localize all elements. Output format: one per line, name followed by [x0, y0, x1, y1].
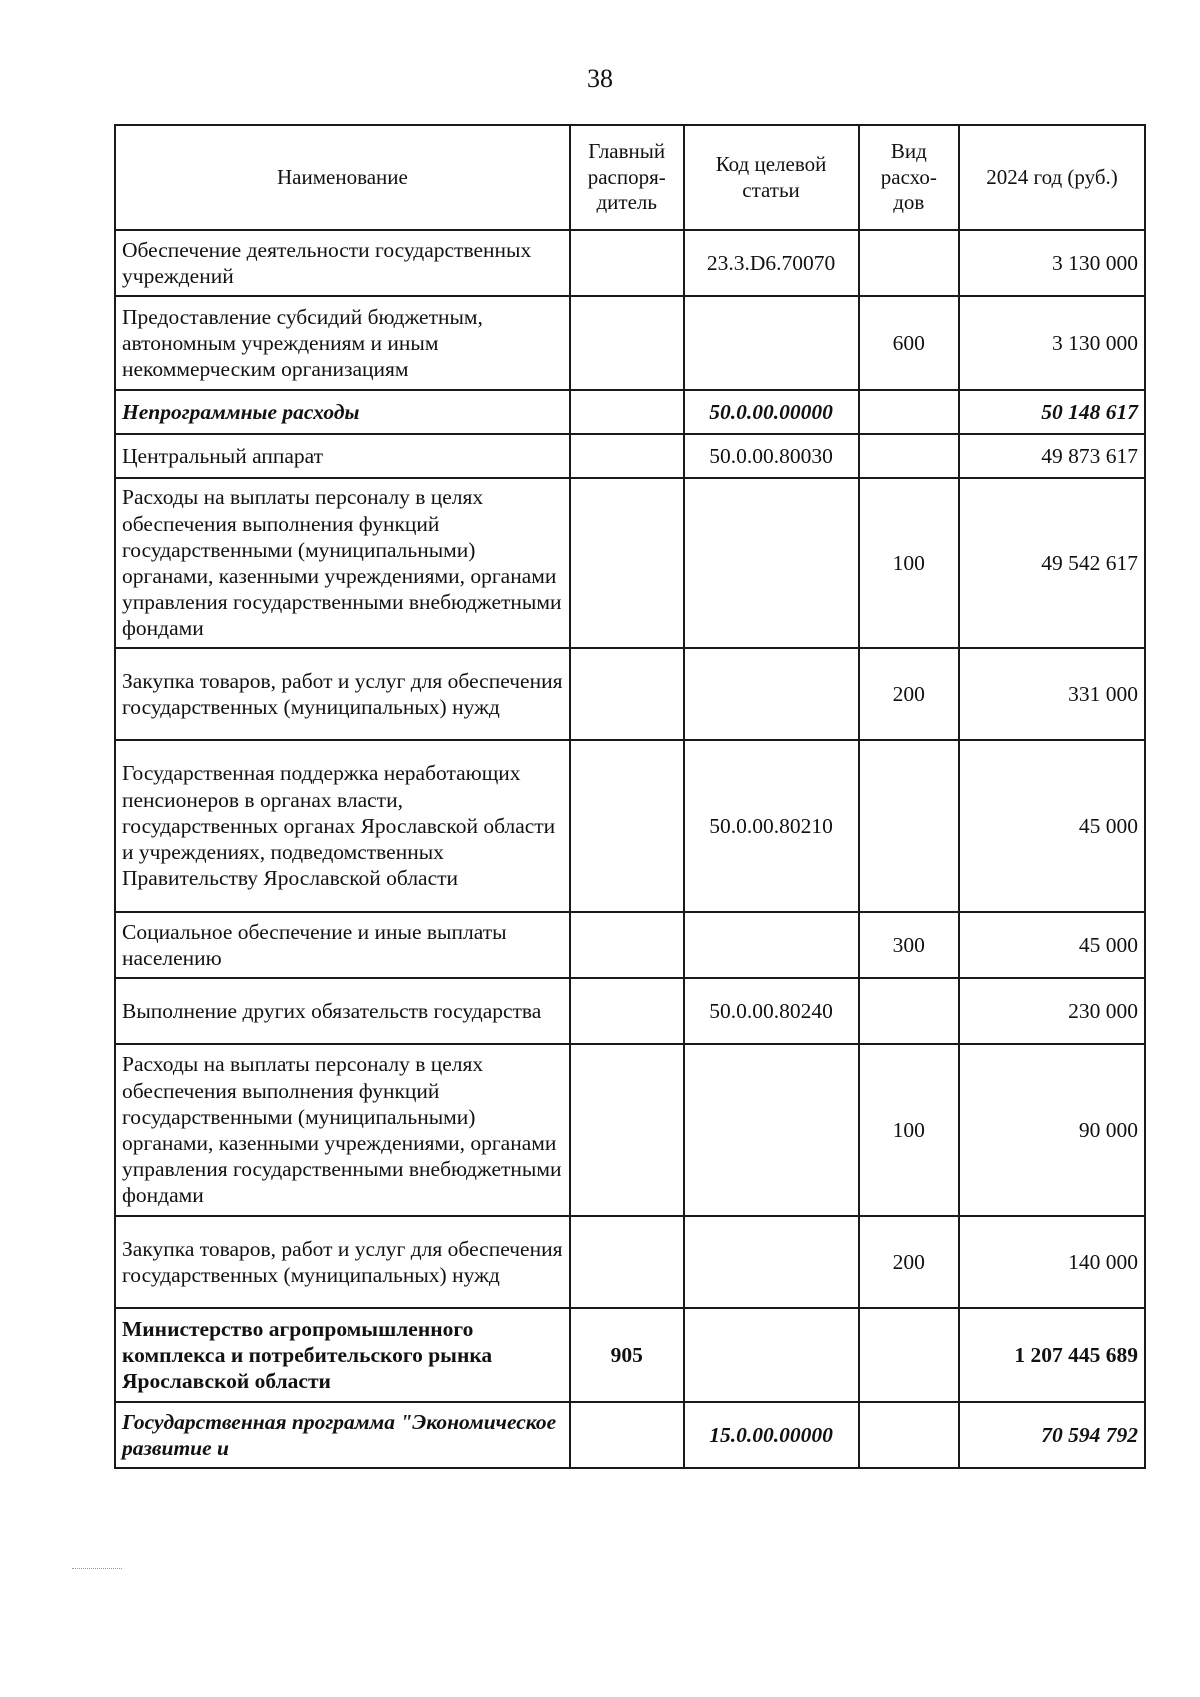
table-row	[115, 978, 1145, 1044]
row-name-cell: Обеспечение деятельности государственных учреждений	[115, 230, 570, 296]
row-disposer-cell	[570, 230, 684, 296]
row-name-cell: Государственная программа "Экономическое развитие и	[115, 1402, 570, 1468]
row-amount-cell: 3 130 000	[959, 296, 1145, 390]
row-disposer-cell	[570, 434, 684, 478]
row-disposer-cell	[570, 978, 684, 1044]
row-kind-cell	[859, 978, 960, 1044]
row-disposer-cell	[570, 912, 684, 978]
header-code: Код целевой статьи	[684, 125, 859, 230]
row-disposer-cell	[570, 296, 684, 390]
row-amount-cell: 1 207 445 689	[959, 1308, 1145, 1402]
row-name-cell: Расходы на выплаты персоналу в целях обеспечения выполнения функций государственными (муниципальными) органами, казенными учреждениями, органами управления государственными внебюджетными фондами	[115, 1044, 570, 1216]
header-row	[115, 125, 1145, 230]
row-code-cell	[684, 912, 859, 978]
row-code-cell: 15.0.00.00000	[684, 1402, 859, 1468]
row-amount-cell: 3 130 000	[959, 230, 1145, 296]
table-row	[115, 1216, 1145, 1308]
budget-table-header	[115, 125, 1145, 230]
row-code-cell	[684, 296, 859, 390]
row-code-cell: 23.3.D6.70070	[684, 230, 859, 296]
row-disposer-cell	[570, 1402, 684, 1468]
header-amount: 2024 год (руб.)	[959, 125, 1145, 230]
table-row	[115, 912, 1145, 978]
row-code-cell: 50.0.00.80210	[684, 740, 859, 912]
row-name-cell: Закупка товаров, работ и услуг для обеспечения государственных (муниципальных) нужд	[115, 648, 570, 740]
row-amount-cell: 49 542 617	[959, 478, 1145, 648]
table-row	[115, 230, 1145, 296]
row-code-cell: 50.0.00.00000	[684, 390, 859, 434]
table-row	[115, 434, 1145, 478]
row-kind-cell	[859, 1308, 960, 1402]
page-number: 38	[587, 64, 613, 93]
row-kind-cell	[859, 434, 960, 478]
row-amount-cell: 70 594 792	[959, 1402, 1145, 1468]
header-name: Наименование	[115, 125, 570, 230]
row-amount-cell: 90 000	[959, 1044, 1145, 1216]
row-disposer-cell	[570, 648, 684, 740]
row-kind-cell: 200	[859, 648, 960, 740]
row-code-cell: 50.0.00.80240	[684, 978, 859, 1044]
header-kind: Вид расхо-дов	[859, 125, 960, 230]
row-code-cell	[684, 1216, 859, 1308]
row-amount-cell: 49 873 617	[959, 434, 1145, 478]
row-kind-cell	[859, 740, 960, 912]
table-row	[115, 390, 1145, 434]
row-name-cell: Центральный аппарат	[115, 434, 570, 478]
row-name-cell: Социальное обеспечение и иные выплаты населению	[115, 912, 570, 978]
row-amount-cell: 45 000	[959, 912, 1145, 978]
row-code-cell	[684, 478, 859, 648]
table-row	[115, 648, 1145, 740]
row-name-cell: Министерство агропромышленного комплекса и потребительского рынка Ярославской области	[115, 1308, 570, 1402]
row-amount-cell: 50 148 617	[959, 390, 1145, 434]
table-row	[115, 296, 1145, 390]
budget-table-body	[115, 230, 1145, 1468]
header-disposer: Главный распоря-дитель	[570, 125, 684, 230]
row-disposer-cell	[570, 1044, 684, 1216]
row-name-cell: Выполнение других обязательств государства	[115, 978, 570, 1044]
row-name-cell: Расходы на выплаты персоналу в целях обеспечения выполнения функций государственными (муниципальными) органами, казенными учреждениями, органами управления государственными внебюджетными фондами	[115, 478, 570, 648]
row-amount-cell: 331 000	[959, 648, 1145, 740]
row-disposer-cell	[570, 478, 684, 648]
row-kind-cell: 600	[859, 296, 960, 390]
row-name-cell: Непрограммные расходы	[115, 390, 570, 434]
table-row	[115, 1308, 1145, 1402]
scan-mark	[72, 1568, 122, 1571]
row-amount-cell: 230 000	[959, 978, 1145, 1044]
row-code-cell	[684, 1044, 859, 1216]
row-kind-cell: 200	[859, 1216, 960, 1308]
row-amount-cell: 45 000	[959, 740, 1145, 912]
row-name-cell: Предоставление субсидий бюджетным, автономным учреждениям и иным некоммерческим организациям	[115, 296, 570, 390]
row-disposer-cell	[570, 1216, 684, 1308]
budget-table	[114, 124, 1146, 1469]
row-kind-cell	[859, 230, 960, 296]
row-disposer-cell: 905	[570, 1308, 684, 1402]
row-disposer-cell	[570, 390, 684, 434]
row-kind-cell: 100	[859, 1044, 960, 1216]
row-kind-cell	[859, 390, 960, 434]
table-row	[115, 740, 1145, 912]
row-kind-cell	[859, 1402, 960, 1468]
row-kind-cell: 300	[859, 912, 960, 978]
row-code-cell: 50.0.00.80030	[684, 434, 859, 478]
row-name-cell: Государственная поддержка неработающих пенсионеров в органах власти, государственных органах Ярославской области и учреждениях, подведомственных Правительству Ярославской области	[115, 740, 570, 912]
row-disposer-cell	[570, 740, 684, 912]
row-name-cell: Закупка товаров, работ и услуг для обеспечения государственных (муниципальных) нужд	[115, 1216, 570, 1308]
table-row	[115, 1402, 1145, 1468]
table-row	[115, 478, 1145, 648]
row-code-cell	[684, 648, 859, 740]
row-amount-cell: 140 000	[959, 1216, 1145, 1308]
row-code-cell	[684, 1308, 859, 1402]
row-kind-cell: 100	[859, 478, 960, 648]
table-row	[115, 1044, 1145, 1216]
